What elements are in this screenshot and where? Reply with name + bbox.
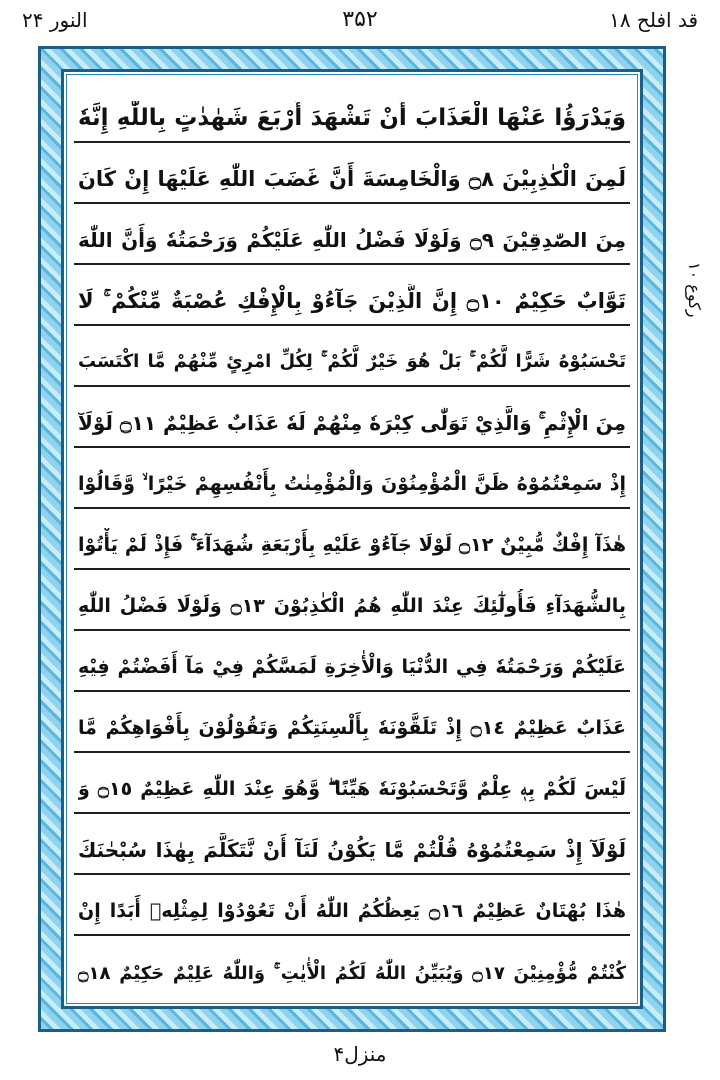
verse-line-text: هٰذَآ إِفْكٌ مُّبِيْنٌ ۝١٢ لَوْلَا جَآءُوْ عَلَيْهِ بِأَرْبَعَةِ شُهَدَآءَ ۚ فَإِذْ لَمْ يَأْتُوْا bbox=[78, 534, 626, 556]
verse-line-1 bbox=[74, 82, 630, 143]
verse-line-11 bbox=[74, 692, 630, 753]
verse-line-4 bbox=[74, 265, 630, 326]
verse-line-13 bbox=[74, 814, 630, 875]
verse-line-6 bbox=[74, 387, 630, 448]
verse-line-text: مِنَ الصّٰدِقِيْنَ ۝٩ وَلَوْلَا فَضْلُ اللّٰهِ عَلَيْكُمْ وَرَحْمَتُهٗ وَأَنَّ اللّٰهَ bbox=[78, 228, 626, 252]
verse-line-text: كُنْتُمْ مُّؤْمِنِيْنَ ۝١٧ وَيُبَيِّنُ اللّٰهُ لَكُمُ الْأٰيٰتِ ۚ وَاللّٰهُ عَلِيْمٌ حَكِيْمٌ ۝١٨ bbox=[78, 963, 626, 984]
decorative-border bbox=[38, 46, 666, 1032]
verse-line-text: عَذَابٌ عَظِيْمٌ ۝١٤ إِذْ تَلَقَّوْنَهٗ بِأَلْسِنَتِكُمْ وَتَقُوْلُوْنَ بِأَفْوَاهِكُمْ مَّا bbox=[78, 717, 626, 739]
verse-line-12 bbox=[74, 753, 630, 814]
verse-line-text: لَيْسَ لَكُمْ بِهٖ عِلْمٌ وَّتَحْسَبُوْنَهٗ هَيِّنًا ۖ وَّهُوَ عِنْدَ اللّٰهِ عَظِيْمٌ ۝١٥ وَ bbox=[78, 778, 626, 800]
text-panel bbox=[61, 69, 643, 1009]
verse-line-text: لَوْلَآ إِذْ سَمِعْتُمُوْهُ قُلْتُمْ مَّا يَكُوْنُ لَنَآ أَنْ نَّتَكَلَّمَ بِهٰذَا سُبْحٰنَكَ bbox=[78, 838, 626, 862]
verse-line-text: مِنَ الْإِثْمِ ۚ وَالَّذِيْ تَوَلّٰى كِبْرَهٗ مِنْهُمْ لَهٗ عَذَابٌ عَظِيْمٌ ۝١١ لَوْلَآ bbox=[78, 411, 626, 435]
ruku-margin-marker: رکوع ۱۰ bbox=[685, 262, 704, 318]
verse-line-text: تَوَّابٌ حَكِيْمٌ ۝١٠ إِنَّ الَّذِيْنَ جَآءُوْ بِالْإِفْكِ عُصْبَةٌ مِّنْكُمْ ۚ لَا bbox=[78, 289, 626, 313]
juz-label: قد افلح ۱۸ bbox=[609, 8, 698, 32]
verse-line-3 bbox=[74, 204, 630, 265]
verse-line-5 bbox=[74, 326, 630, 387]
verse-line-2 bbox=[74, 143, 630, 204]
verse-line-text: وَيَدْرَؤُا عَنْهَا الْعَذَابَ أَنْ تَشْهَدَ أَرْبَعَ شَهٰدٰتٍ بِاللّٰهِ إِنَّهٗ bbox=[78, 105, 626, 131]
verse-line-10 bbox=[74, 631, 630, 692]
verse-lines bbox=[74, 82, 630, 996]
page-number: ۳۵۲ bbox=[342, 7, 378, 32]
verse-line-8 bbox=[74, 509, 630, 570]
verse-line-7 bbox=[74, 448, 630, 509]
verse-line-text: تَحْسَبُوْهُ شَرًّا لَّكُمْ ۚ بَلْ هُوَ خَيْرٌ لَّكُمْ ۚ لِكُلِّ امْرِئٍ مِّنْهُمْ مَّا اكْتَسَبَ bbox=[78, 351, 626, 372]
verse-line-15 bbox=[74, 936, 630, 997]
verse-line-text: هٰذَا بُهْتَانٌ عَظِيْمٌ ۝١٦ يَعِظُكُمُ اللّٰهُ أَنْ تَعُوْدُوْا لِمِثْلِهٖ أَبَدًا إِنْ bbox=[78, 900, 626, 922]
verse-line-text: بِالشُّهَدَآءِ فَأُولٰٓئِكَ عِنْدَ اللّٰهِ هُمُ الْكٰذِبُوْنَ ۝١٣ وَلَوْلَا فَضْلُ اللّٰهِ bbox=[78, 595, 626, 617]
verse-line-text: لَمِنَ الْكٰذِبِيْنَ ۝٨ وَالْخَامِسَةَ أَنَّ غَضَبَ اللّٰهِ عَلَيْهَا إِنْ كَانَ bbox=[78, 167, 626, 191]
verse-line-9 bbox=[74, 570, 630, 631]
verse-line-14 bbox=[74, 875, 630, 936]
verse-line-text: عَلَيْكُمْ وَرَحْمَتُهٗ فِي الدُّنْيَا وَالْأٰخِرَةِ لَمَسَّكُمْ فِيْ مَآ أَفَضْتُمْ فِيْهِ bbox=[78, 656, 626, 678]
page-header bbox=[0, 0, 720, 48]
verse-line-text: إِذْ سَمِعْتُمُوْهُ ظَنَّ الْمُؤْمِنُوْنَ وَالْمُؤْمِنٰتُ بِأَنْفُسِهِمْ خَيْرًا ۙ وَّقَالُوْا bbox=[78, 473, 626, 495]
surah-label: النور ۲۴ bbox=[22, 8, 88, 32]
manzil-footer: منزل۴ bbox=[333, 1042, 387, 1066]
